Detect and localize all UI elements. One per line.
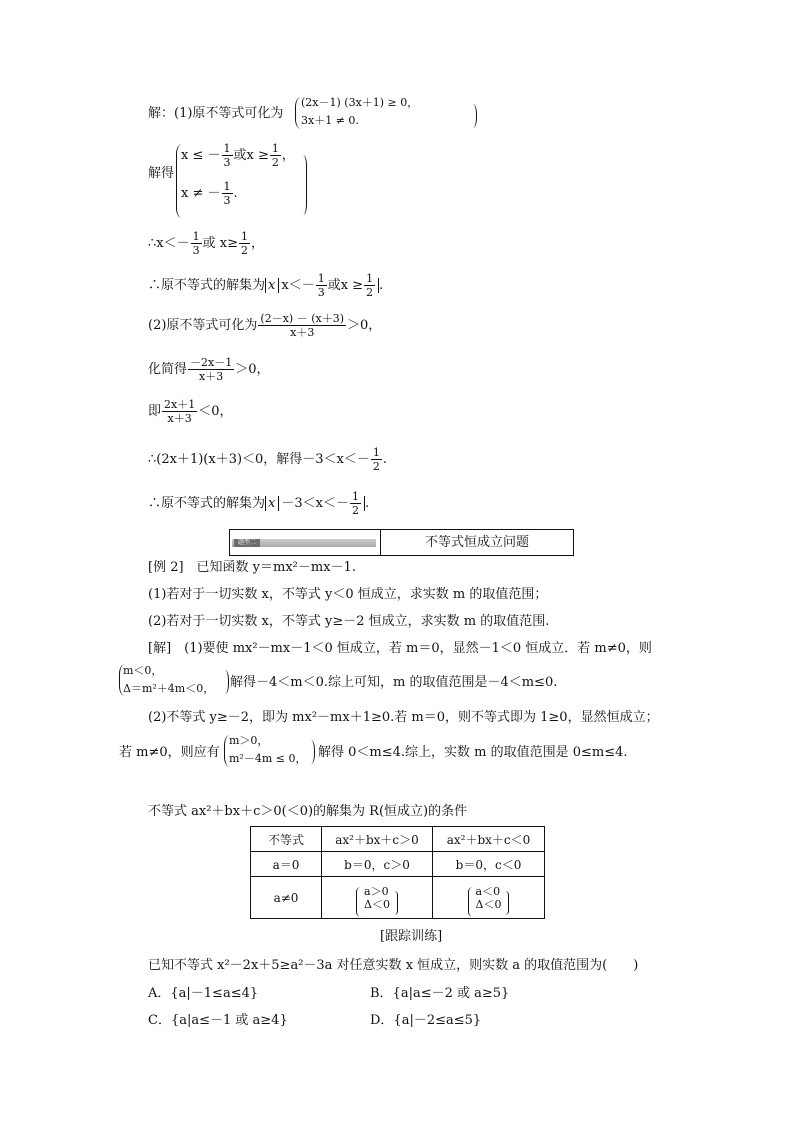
section-header-tag: 题型二 <box>234 539 260 547</box>
system-line: a＜0 <box>475 884 501 898</box>
table-header-row <box>251 827 545 852</box>
system-line: Δ＜0 <box>364 897 390 911</box>
example2-a2-close <box>310 740 315 764</box>
p1-solved-line2: x ≠ － $\frac{1}{3}$ . <box>181 180 238 207</box>
table-cell: a≠0 <box>251 877 322 919</box>
p1-therefore: ∴x＜－ $\frac{1}{3}$ 或 x≥ $\frac{1}{2}$ ， <box>148 230 264 257</box>
condition-table <box>250 826 545 919</box>
example2-answer2-line1: (2)不等式 y≥－2，即为 mx²－mx＋1≥0.若 m＝0，则不等式即为 1≥0，显然恒成立； <box>148 710 659 725</box>
p1-system-line2: 3x＋1 ≠ 0. <box>301 114 359 127</box>
system-brace <box>356 887 361 917</box>
section-header-title: 不等式恒成立问题 <box>424 535 529 550</box>
example2-question1: (1)若对于一切实数 x，不等式 y＜0 恒成立，求实数 m 的取值范围； <box>148 587 548 602</box>
p1-system-line1: (2x－1) (3x＋1) ≥ 0， <box>301 96 419 109</box>
system-line: Δ＜0 <box>475 897 502 911</box>
table-cell: b＝0，c＞0 <box>322 852 433 877</box>
system-line: a＞0 <box>364 884 389 898</box>
system-brace <box>468 887 473 917</box>
section-header <box>229 529 574 556</box>
system-close <box>505 891 509 915</box>
practice-option-b: B．{a|a≤－2 或 a≥5} <box>370 986 510 1001</box>
example2-question2: (2)若对于一切实数 x，不等式 y≥－2 恒成立，求实数 m 的取值范围. <box>148 614 550 629</box>
table-cell <box>433 877 545 919</box>
example2-title: [例 2] 已知函数 y＝mx²－mx－1. <box>148 560 356 575</box>
example2-a1-system1: m＜0， <box>123 664 163 677</box>
practice-title: [跟踪训练] <box>380 929 443 944</box>
example2-a2-system2: m²－4m ≤ 0， <box>229 752 307 765</box>
table-row <box>251 852 545 877</box>
practice-option-a: A．{a|－1≤a≤4} <box>148 986 259 1001</box>
table-cell <box>322 877 433 919</box>
p2-therefore: ∴(2x＋1)(x＋3)＜0，解得－3＜x＜－ $\frac{1}{2}$ . <box>148 446 388 473</box>
table-cell: b＝0，c＜0 <box>433 852 545 877</box>
practice-option-d: D．{a|－2≤a≤5} <box>370 1013 482 1028</box>
p1-solved-close <box>302 155 307 215</box>
system-close <box>394 891 398 915</box>
example2-answer2-line2b: 解得 0＜m≤4.综上，实数 m 的取值范围是 0≤m≤4. <box>318 745 628 760</box>
practice-option-c: C．{a|a≤－1 或 a≥4} <box>148 1013 288 1028</box>
p2-intro: (2)原不等式可化为 $\frac{(2-x) - (x+3)}{x+3}$ ＞0， <box>148 312 382 339</box>
example2-answer2-line2a: 若 m≠0，则应有 <box>119 745 220 760</box>
practice-question: 已知不等式 x²－2x＋5≥a²－3a 对任意实数 x 恒成立，则实数 a 的取值范围为( ) <box>148 958 639 973</box>
p1-solved-label: 解得 <box>148 166 175 181</box>
example2-answer1-line2: 解得－4＜m＜0.综上可知，m 的取值范围是－4＜m≤0. <box>230 675 558 690</box>
table-header: ax²＋bx＋c＜0 <box>433 827 545 852</box>
p1-intro: 解：(1)原不等式可化为 <box>148 106 284 121</box>
p2-simplified: 化简得 $\frac{-2x-1}{x+3}$ ＞0， <box>148 356 270 383</box>
p1-system-close <box>472 104 477 128</box>
table-header: ax²＋bx＋c＞0 <box>322 827 433 852</box>
p1-solved-line1: x ≤ － $\frac{1}{3}$ 或x ≥ $\frac{1}{2}$ ， <box>181 142 295 169</box>
table-header: 不等式 <box>251 827 322 852</box>
table-row <box>251 877 545 919</box>
example2-a2-system1: m＞0， <box>229 734 269 747</box>
p2-solution-set: ∴原不等式的解集为 x －3＜x＜－ $\frac{1}{2}$ . <box>148 490 370 517</box>
table-cell: a＝0 <box>251 852 322 877</box>
example2-answer1-line1: [解] (1)要使 mx²－mx－1＜0 恒成立，若 m＝0，显然－1＜0 恒成立．若 m≠0，则 <box>148 641 652 656</box>
p1-solution-set: ∴原不等式的解集为 x x＜－ $\frac{1}{3}$ 或x ≥ $\frac{1}{2}$ . <box>148 272 384 299</box>
p2-equivalent: 即 $\frac{2x+1}{x+3}$ ＜0， <box>148 398 233 425</box>
example2-a1-close <box>224 670 229 694</box>
section-header-banner <box>230 530 381 555</box>
note-title: 不等式 ax²＋bx＋c＞0(＜0)的解集为 R(恒成立)的条件 <box>148 804 468 819</box>
example2-a1-system2: Δ＝m²＋4m＜0， <box>123 682 215 695</box>
